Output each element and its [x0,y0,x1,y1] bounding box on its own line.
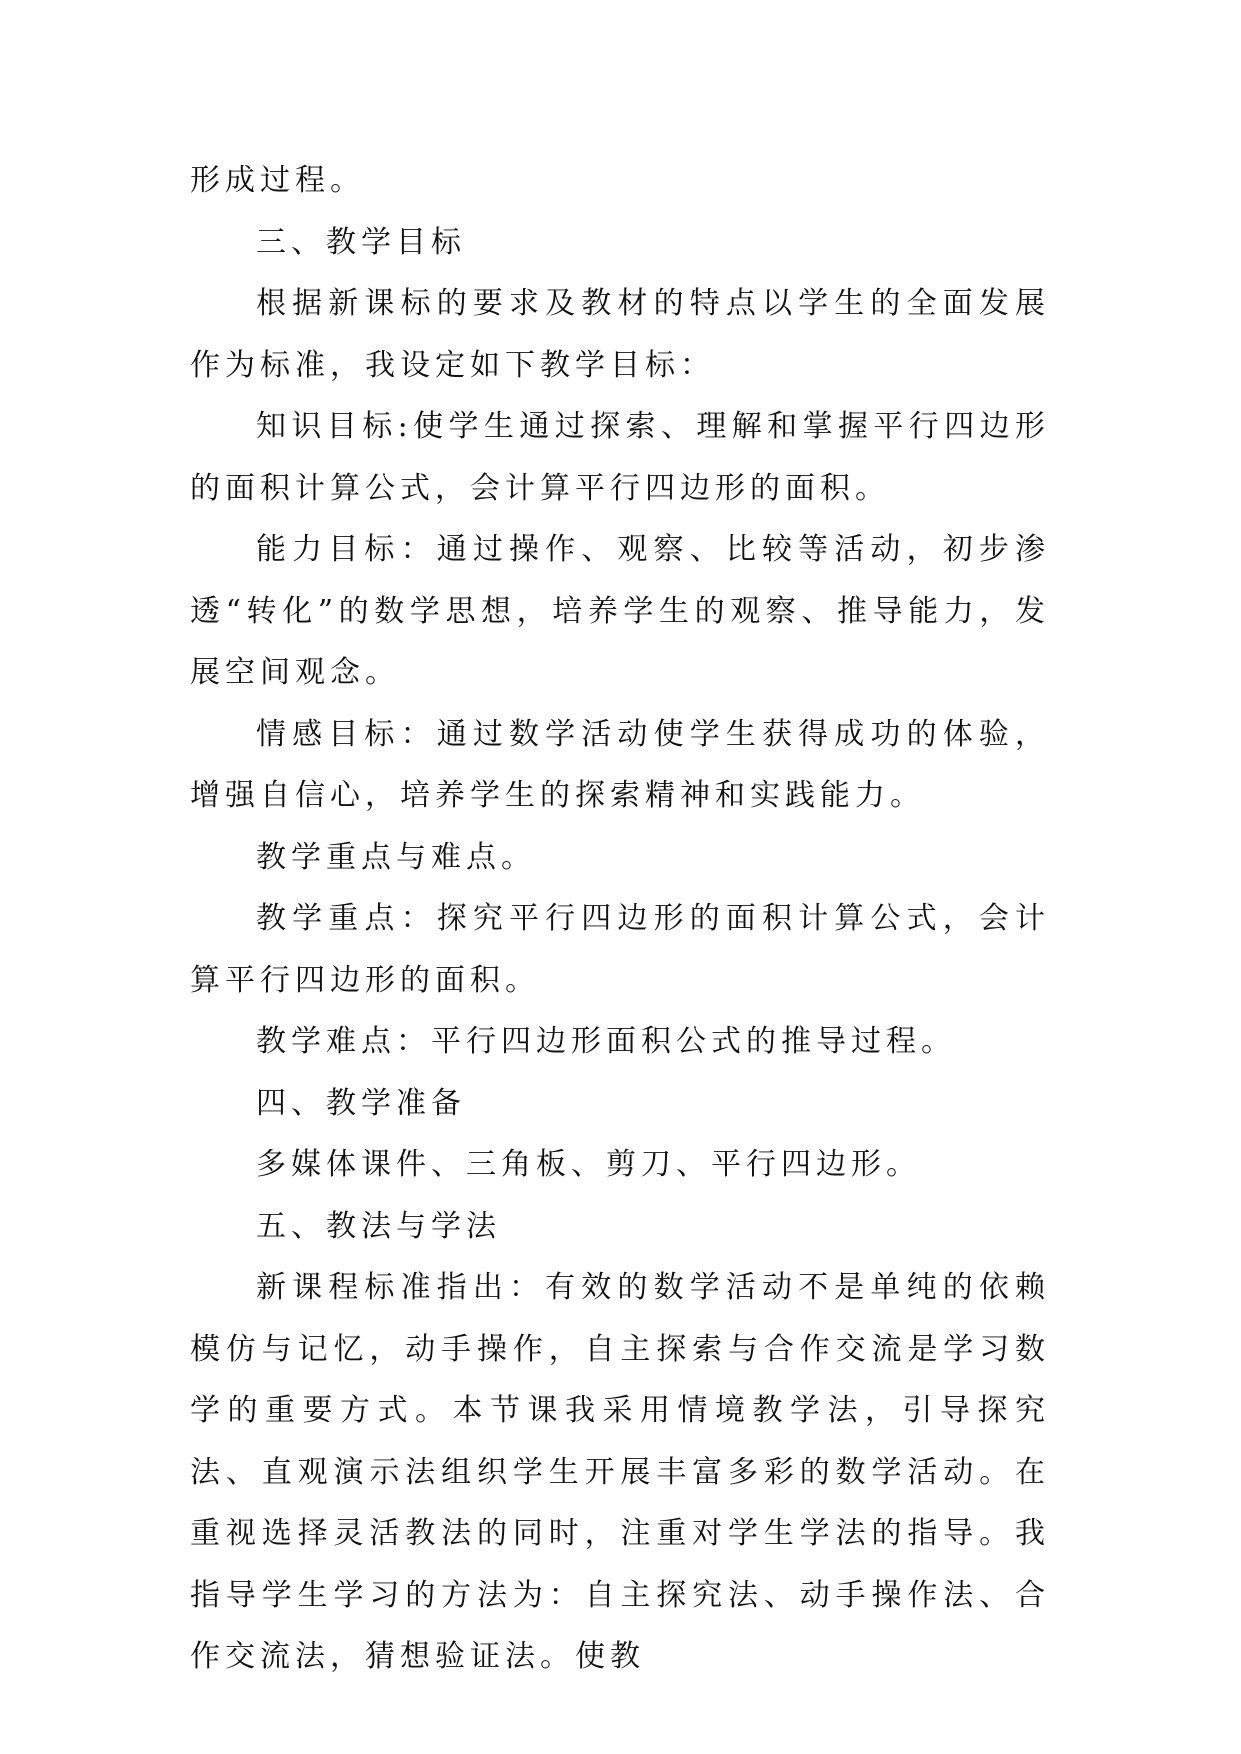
paragraph-ability-goal: 能力目标：通过操作、观察、比较等活动，初步渗透“转化”的数学思想，培养学生的观察、推导能力，发展空间观念。 [190,532,1050,690]
paragraph-key-point: 教学重点：探究平行四边形的面积计算公式，会计算平行四边形的面积。 [190,901,1050,998]
section-heading-teaching-goals: 三、教学目标 [256,224,466,260]
document-body [190,150,1050,1688]
paragraph-difficult-point: 教学难点：平行四边形面积公式的推导过程。 [256,1024,956,1059]
paragraph-continuation: 形成过程。 [190,163,365,198]
paragraph-knowledge-goal: 知识目标:使学生通过探索、理解和掌握平行四边形的面积计算公式，会计算平行四边形的面积。 [190,409,1050,506]
paragraph-emotion-goal: 情感目标：通过数学活动使学生获得成功的体验，增强自信心，培养学生的探索精神和实践能力。 [190,716,1050,813]
paragraph-materials: 多媒体课件、三角板、剪刀、平行四边形。 [256,1147,921,1182]
section-heading-methods: 五、教法与学法 [256,1208,501,1244]
heading-key-and-difficult-points: 教学重点与难点。 [256,839,536,875]
section-heading-preparation: 四、教学准备 [256,1085,466,1121]
paragraph-methods: 新课程标准指出：有效的数学活动不是单纯的依赖模仿与记忆，动手操作，自主探索与合作交流是学习数学的重要方式。本节课我采用情境教学法，引导探究法、直观演示法组织学生开展丰富多彩的数学活动。在重视选择灵活教法的同时，注重对学生学法的指导。我指导学生学习的方法为：自主探究法、动手操作法、合作交流法，猜想验证法。使教 [190,1270,1050,1674]
paragraph-goals-intro: 根据新课标的要求及教材的特点以学生的全面发展作为标准，我设定如下教学目标： [190,286,1050,383]
